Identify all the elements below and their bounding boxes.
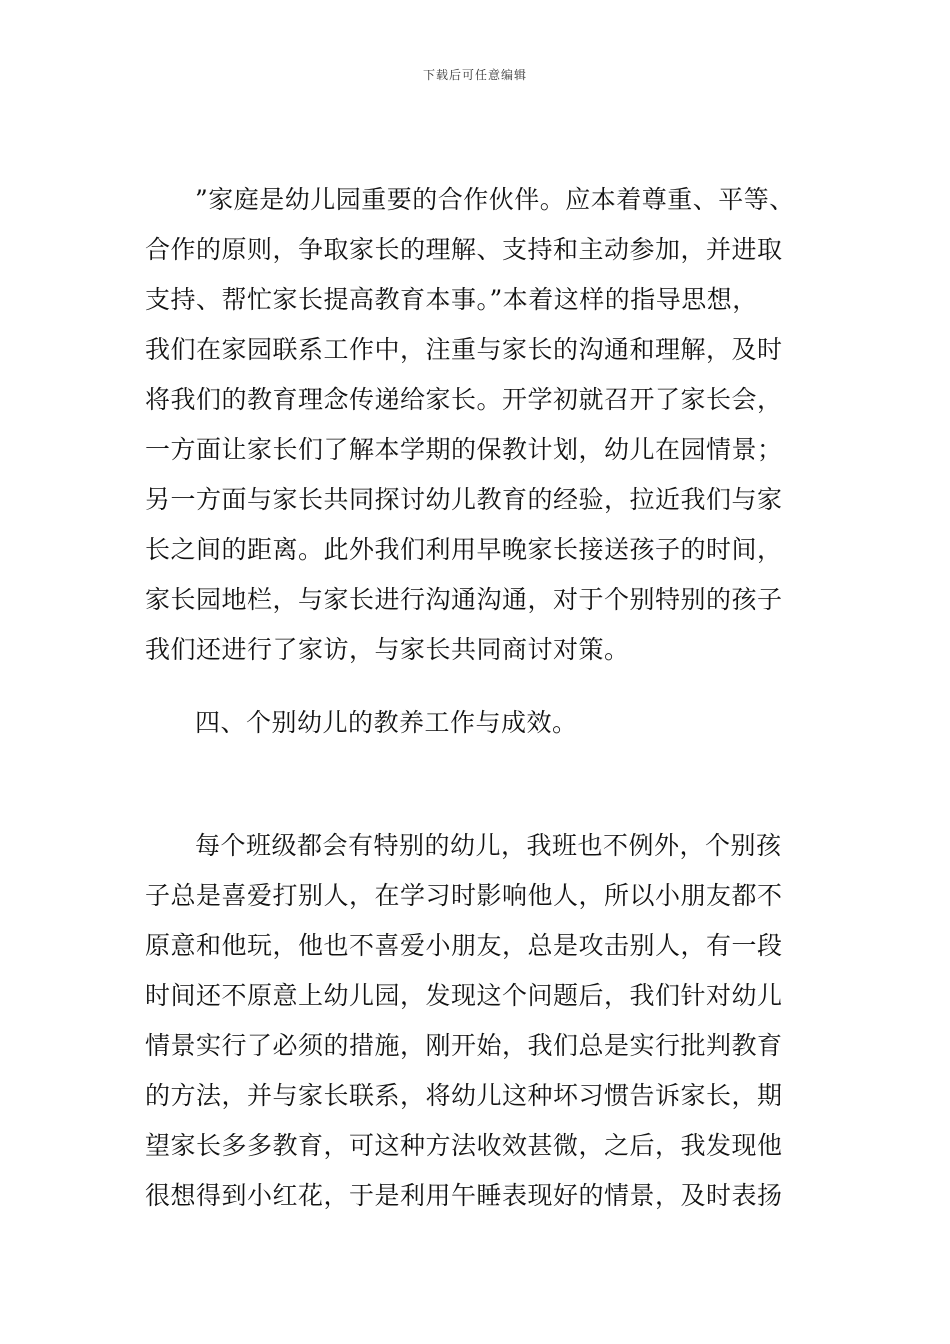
paragraph-line: 原意和他玩，他也不喜爱小朋友，总是攻击别人，有一段 xyxy=(145,931,783,960)
paragraph-line: 长之间的距离。此外我们利用早晚家长接送孩子的时间， xyxy=(145,535,783,564)
paragraph-home-school-cooperation xyxy=(145,175,825,675)
paragraph-line: 另一方面与家长共同探讨幼儿教育的经验，拉近我们与家 xyxy=(145,485,783,514)
section-heading-text: 四、个别幼儿的教养工作与成效。 xyxy=(195,708,578,737)
paragraph-line: 每个班级都会有特别的幼儿，我班也不例外，个别孩 xyxy=(195,831,782,860)
paragraph-line: 我们在家园联系工作中，注重与家长的沟通和理解，及时 xyxy=(145,335,783,364)
paragraph-line: 望家长多多教育，可这种方法收效甚微，之后，我发现他 xyxy=(145,1131,783,1160)
paragraph-line: 的方法，并与家长联系，将幼儿这种坏习惯告诉家长，期 xyxy=(145,1081,783,1110)
section-heading-4 xyxy=(145,698,825,748)
paragraph-line: 将我们的教育理念传递给家长。开学初就召开了家长会， xyxy=(145,385,783,414)
paragraph-line: 支持、帮忙家长提高教育本事。”本着这样的指导思想， xyxy=(145,285,758,314)
paragraph-line: 很想得到小红花，于是利用午睡表现好的情景，及时表扬 xyxy=(145,1181,783,1210)
paragraph-line: 合作的原则，争取家长的理解、支持和主动参加，并进取 xyxy=(145,235,783,264)
paragraph-line: 我们还进行了家访，与家长共同商讨对策。 xyxy=(145,635,630,664)
page-header-note: 下载后可任意编辑 xyxy=(422,68,527,82)
paragraph-individual-children xyxy=(145,821,825,1221)
paragraph-line: 情景实行了必须的措施，刚开始，我们总是实行批判教育 xyxy=(145,1031,783,1060)
paragraph-line: 家长园地栏，与家长进行沟通沟通，对于个别特别的孩子 xyxy=(145,585,783,614)
paragraph-line: ”家庭是幼儿园重要的合作伙伴。应本着尊重、平等、 xyxy=(195,185,795,214)
paragraph-line: 子总是喜爱打别人，在学习时影响他人，所以小朋友都不 xyxy=(145,881,783,910)
paragraph-line: 时间还不原意上幼儿园，发现这个问题后，我们针对幼儿 xyxy=(145,981,783,1010)
paragraph-line: 一方面让家长们了解本学期的保教计划，幼儿在园情景； xyxy=(145,435,783,464)
